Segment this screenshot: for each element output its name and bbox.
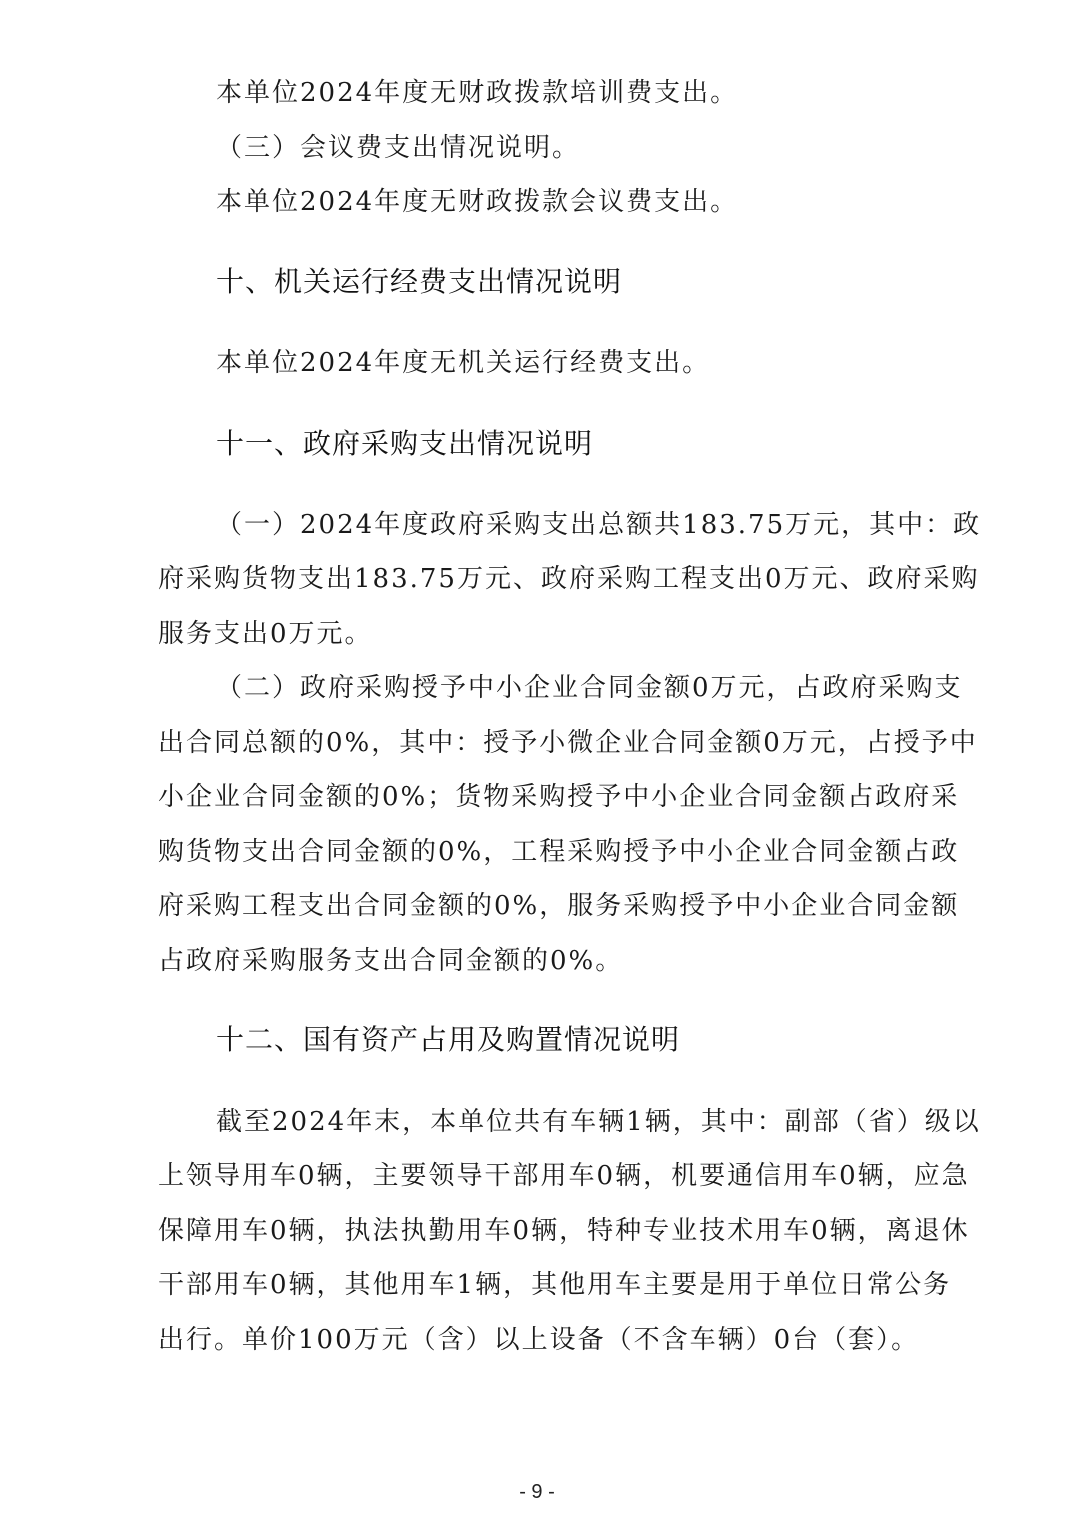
paragraph-line: （二）政府采购授予中小企业合同金额0万元，占政府采购支 (216, 673, 963, 703)
paragraph-line: 小企业合同金额的0%；货物采购授予中小企业合同金额占政府采 (158, 782, 960, 812)
section-12-heading: 十二、国有资产占用及购置情况说明 (216, 1023, 681, 1056)
paragraph-line: 上领导用车0辆，主要领导干部用车0辆，机要通信用车0辆，应急 (158, 1161, 970, 1191)
section-10-body: 本单位2024年度无机关运行经费支出。 (216, 348, 711, 378)
paragraph-line: 截至2024年末，本单位共有车辆1辆，其中：副部（省）级以 (216, 1107, 981, 1137)
page-number: - 9 - (519, 1481, 555, 1503)
paragraph-line: 占政府采购服务支出合同金额的0%。 (158, 946, 624, 976)
paragraph-line: 购货物支出合同金额的0%，工程采购授予中小企业合同金额占政 (158, 837, 960, 867)
paragraph-line: （一）2024年度政府采购支出总额共183.75万元，其中：政 (216, 510, 982, 540)
paragraph-line: 服务支出0万元。 (158, 619, 373, 649)
training-expense-text: 本单位2024年度无财政拨款培训费支出。 (216, 78, 739, 108)
section-10-heading: 十、机关运行经费支出情况说明 (216, 265, 623, 298)
section-11-heading: 十一、政府采购支出情况说明 (216, 427, 594, 460)
paragraph-line: 出合同总额的0%，其中：授予小微企业合同金额0万元，占授予中 (158, 728, 978, 758)
paragraph-line: 府采购工程支出合同金额的0%，服务采购授予中小企业合同金额 (158, 891, 960, 921)
meeting-expense-text: 本单位2024年度无财政拨款会议费支出。 (216, 187, 739, 217)
paragraph-line: 府采购货物支出183.75万元、政府采购工程支出0万元、政府采购 (158, 564, 980, 594)
paragraph-line: 出行。单价100万元（含）以上设备（不含车辆）0台（套）。 (158, 1325, 920, 1355)
paragraph-line: 保障用车0辆，执法执勤用车0辆，特种专业技术用车0辆，离退休 (158, 1216, 970, 1246)
paragraph-line: 干部用车0辆，其他用车1辆，其他用车主要是用于单位日常公务 (158, 1270, 952, 1300)
meeting-expense-subheading: （三）会议费支出情况说明。 (216, 133, 581, 163)
